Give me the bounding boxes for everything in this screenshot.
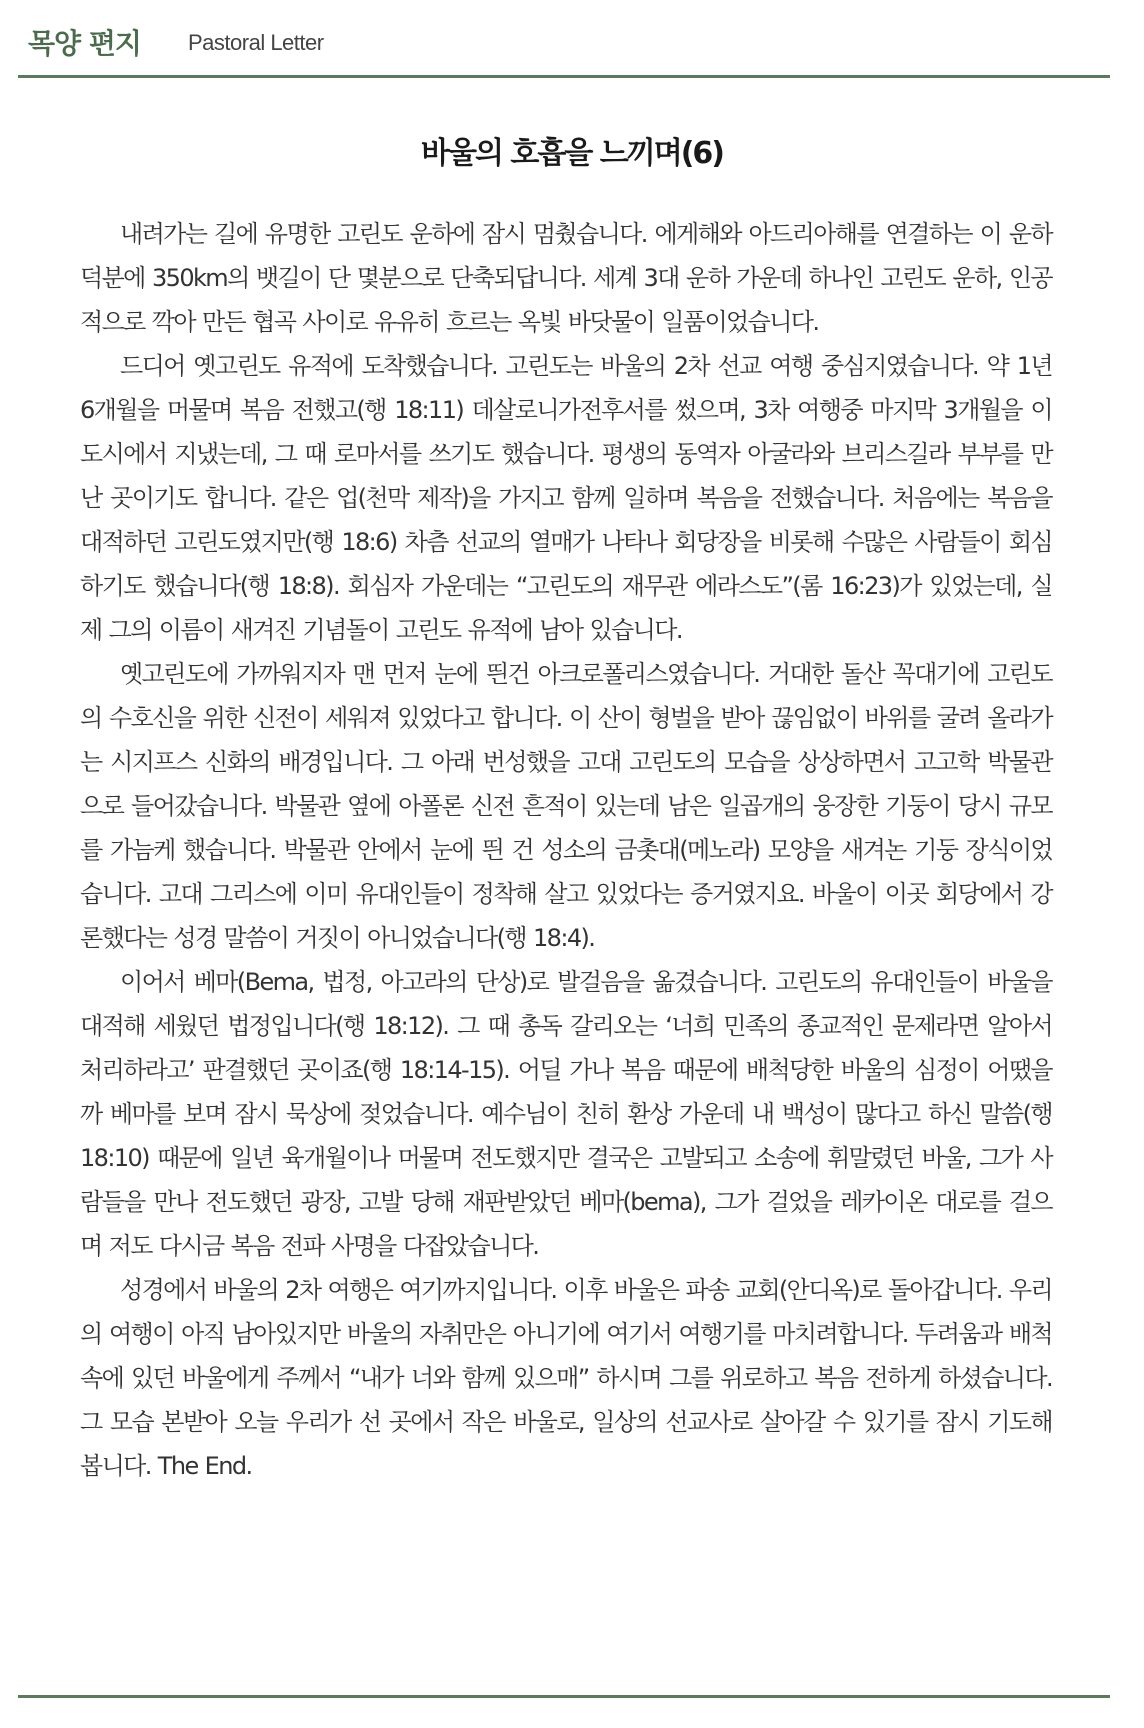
article-title: 바울의 호흡을 느끼며(6) — [420, 136, 723, 171]
footer-divider — [18, 1695, 1110, 1698]
article-paragraph: 드디어 옛고린도 유적에 도착했습니다. 고린도는 바울의 2차 선교 여행 중심지였습니다. 약 1년 6개월을 머물며 복음 전했고(행 18:11) 데살로니가전후서를 썼으며, 3차 여행중 마지막 3개월을 이 도시에서 지냈는데, 그 때 로마서를 쓰기도 했습니다. 평생의 동역자 아굴라와 브리스길라 부부를 만난 곳이기도 합니다. 같은 업(천막 제작)을 가지고 함께 일하며 복음을 전했습니다. 처음에는 복음을 대적하던 고린도였지만(행 18:6) 차츰 선교의 열매가 나타나 회당장을 비롯해 수많은 사람들이 회심하기도 했습니다(행 18:8). 회심자 가운데는 “고린도의 재무관 에라스도”(롬 16:23)가 있었는데, 실제 그의 이름이 새겨진 기념돌이 고린도 유적에 남아 있습니다. — [80, 352, 1052, 644]
page-header — [0, 0, 1144, 78]
article-paragraph: 성경에서 바울의 2차 여행은 여기까지입니다. 이후 바울은 파송 교회(안디옥)로 돌아갑니다. 우리의 여행이 아직 남아있지만 바울의 자취만은 아니기에 여기서 여행기를 마치려합니다. 두려움과 배척 속에 있던 바울에게 주께서 “내가 너와 함께 있으매” 하시며 그를 위로하고 복음 전하게 하셨습니다. 그 모습 본받아 오늘 우리가 선 곳에서 작은 바울로, 일상의 선교사로 살아갈 수 있기를 잠시 기도해봅니다. The End. — [80, 1276, 1052, 1480]
header-divider — [18, 75, 1110, 78]
section-title-english: Pastoral Letter — [188, 30, 324, 55]
article-paragraph: 이어서 베마(Bema, 법정, 아고라의 단상)로 발걸음을 옮겼습니다. 고린도의 유대인들이 바울을 대적해 세웠던 법정입니다(행 18:12). 그 때 총독 갈리오는 ‘너희 민족의 종교적인 문제라면 알아서 처리하라고’ 판결했던 곳이죠(행 18:14-15). 어딜 가나 복음 때문에 배척당한 바울의 심정이 어땠을까 베마를 보며 잠시 묵상에 젖었습니다. 예수님이 친히 환상 가운데 내 백성이 많다고 하신 말씀(행 18:10) 때문에 일년 육개월이나 머물며 전도했지만 결국은 고발되고 소송에 휘말렸던 바울, 그가 사람들을 만나 전도했던 광장, 고발 당해 재판받았던 베마(bema), 그가 걸었을 레카이온 대로를 걸으며 저도 다시금 복음 전파 사명을 다잡았습니다. — [80, 968, 1052, 1260]
article-paragraph: 내려가는 길에 유명한 고린도 운하에 잠시 멈췄습니다. 에게해와 아드리아해를 연결하는 이 운하 덕분에 350km의 뱃길이 단 몇분으로 단축되답니다. 세계 3대 운하 가운데 하나인 고린도 운하, 인공적으로 깍아 만든 협곡 사이로 유유히 흐르는 옥빛 바닷물이 일품이었습니다. — [80, 220, 1052, 336]
article-paragraph: 옛고린도에 가까워지자 맨 먼저 눈에 띈건 아크로폴리스였습니다. 거대한 돌산 꼭대기에 고린도의 수호신을 위한 신전이 세워져 있었다고 합니다. 이 산이 형벌을 받아 끊임없이 바위를 굴려 올라가는 시지프스 신화의 배경입니다. 그 아래 번성했을 고대 고린도의 모습을 상상하면서 고고학 박물관으로 들어갔습니다. 박물관 옆에 아폴론 신전 흔적이 있는데 남은 일곱개의 웅장한 기둥이 당시 규모를 가늠케 했습니다. 박물관 안에서 눈에 띈 건 성소의 금촛대(메노라) 모양을 새겨논 기둥 장식이었습니다. 고대 그리스에 이미 유대인들이 정착해 살고 있었다는 증거였지요. 바울이 이곳 회당에서 강론했다는 성경 말씀이 거짓이 아니었습니다(행 18:4). — [80, 660, 1052, 952]
article-body — [80, 212, 1052, 1488]
section-title-korean: 목양 편지 — [28, 27, 141, 60]
